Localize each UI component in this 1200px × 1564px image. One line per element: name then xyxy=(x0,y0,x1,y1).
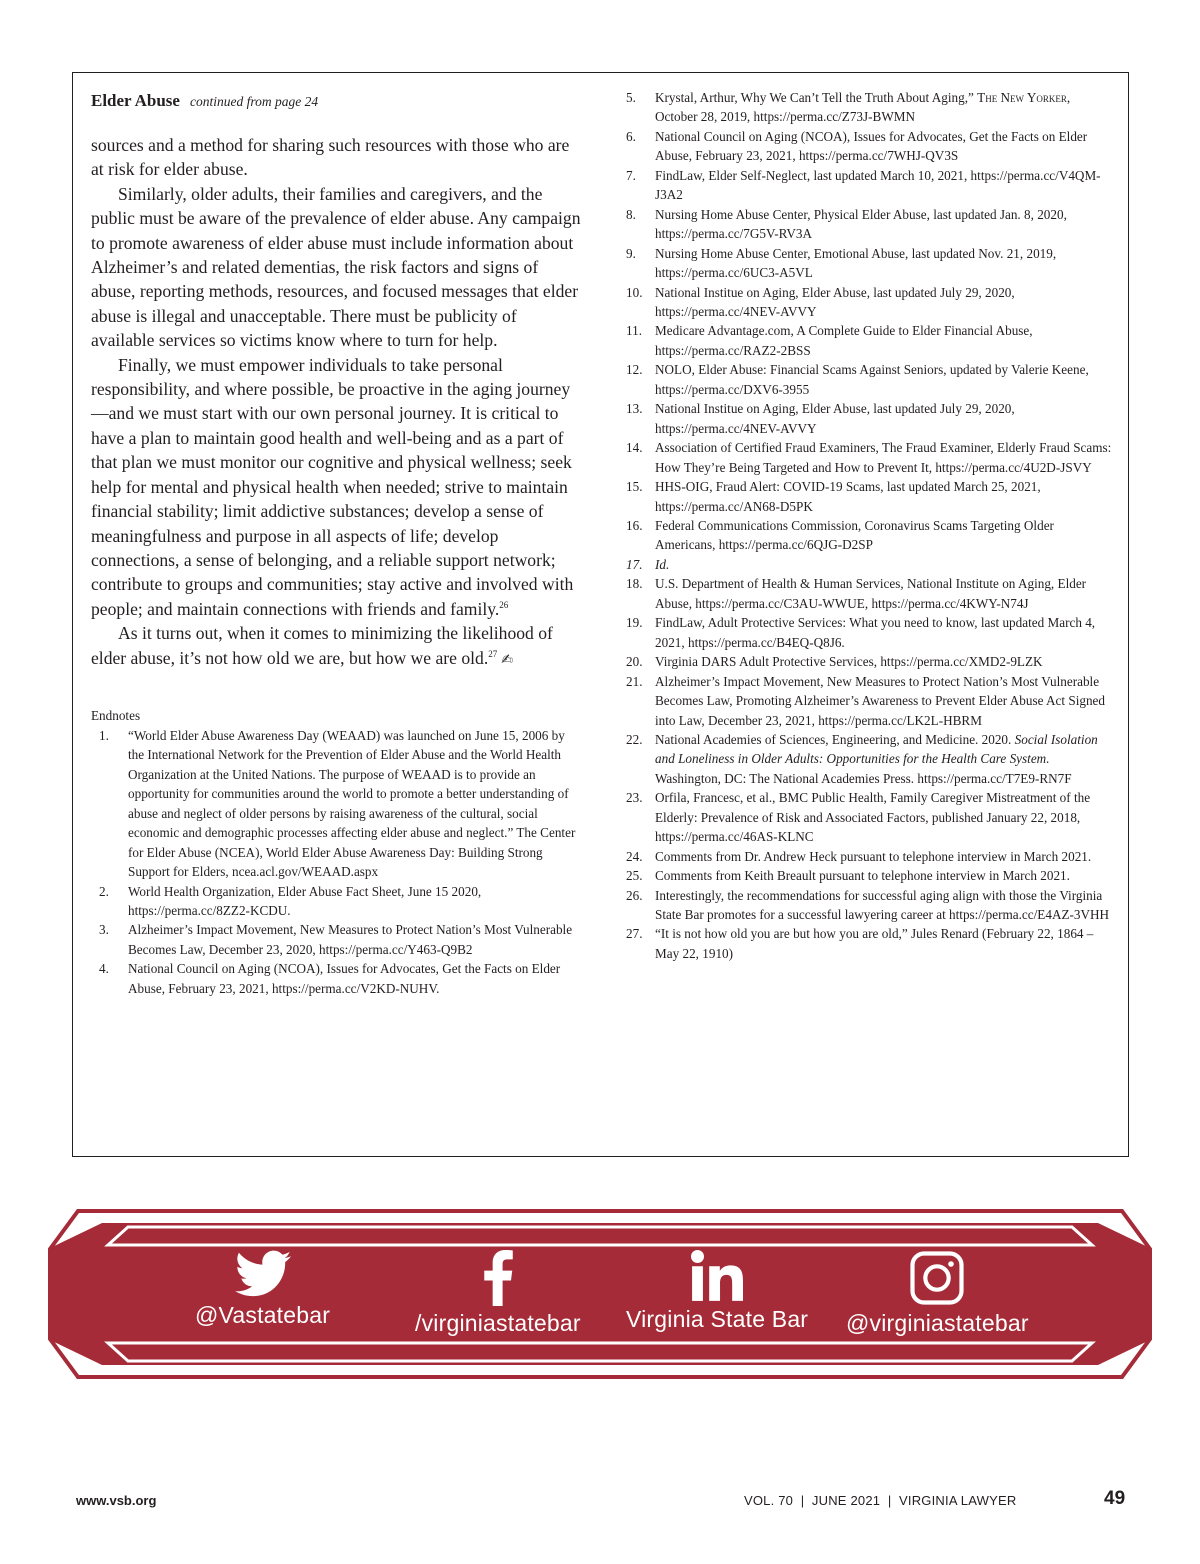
endnote-text: Federal Communications Commission, Coronavirus Scams Targeting Older Americans, https://perma.cc/6QJG-D2SP xyxy=(655,517,1054,553)
article-body xyxy=(91,133,583,672)
endnote-item xyxy=(626,283,1114,322)
twitter-handle: @Vastatebar xyxy=(195,1302,331,1328)
facebook-f-icon xyxy=(478,1250,518,1306)
endnote-number: 23. xyxy=(626,790,643,806)
endnote-number: 27. xyxy=(626,926,643,942)
endnote-text: Comments from Keith Breault pursuant to telephone interview in March 2021. xyxy=(655,868,1070,884)
endnote-number: 8. xyxy=(626,206,636,222)
endnote-text: Nursing Home Abuse Center, Emotional Abuse, last updated Nov. 21, 2019, https://perma.cc/6UC3-A5VL xyxy=(655,245,1057,281)
twitter-bird-icon xyxy=(235,1250,291,1298)
article-kicker xyxy=(91,91,583,111)
body-paragraph: As it turns out, when it comes to minimizing the likelihood of elder abuse, it’s not how old we are, but how we are old.$^{27}$ ✍ xyxy=(91,623,553,668)
endnote-text: Association of Certified Fraud Examiners, The Fraud Examiner, Elderly Fraud Scams: How They’re Being Targeted and How to Prevent It, https://perma.cc/4U2D-JSVY xyxy=(655,440,1112,475)
endnotes-list-right xyxy=(626,127,1114,555)
endnote-item xyxy=(626,321,1114,360)
endnote-number: 14. xyxy=(626,440,643,456)
endnote-item xyxy=(626,360,1114,399)
endnote-item xyxy=(626,613,1114,652)
endnote-number: 18. xyxy=(626,576,643,592)
endnote-text: National Council on Aging (NCOA), Issues for Advocates, Get the Facts on Elder Abuse, February 23, 2021, https://perma.cc/V2KD-NUHV. xyxy=(128,961,561,996)
endnote-text: Medicare Advantage.com, A Complete Guide to Elder Financial Abuse, https://perma.cc/RAZ2-2BSS xyxy=(655,323,1033,358)
endnote-number: 15. xyxy=(626,479,643,495)
endnote-text: Id. xyxy=(655,556,670,572)
endnote-text: Nursing Home Abuse Center, Physical Elder Abuse, last updated Jan. 8, 2020, https://perma.cc/7G5V-RV3A xyxy=(655,206,1067,242)
endnote-text: U.S. Department of Health & Human Services, National Institute on Aging, Elder Abuse, https://perma.cc/C3AU-WWUE, https://perma.cc/4KWY-N74J xyxy=(655,576,1087,611)
endnote-text: National Council on Aging (NCOA), Issues for Advocates, Get the Facts on Elder Abuse, February 23, 2021, https://perma.cc/7WHJ-QV3S xyxy=(655,128,1088,164)
endnote-number: 26. xyxy=(626,887,643,903)
endnote-number: 21. xyxy=(626,673,643,689)
instagram-link[interactable] xyxy=(846,1250,1029,1337)
endnote-number: 16. xyxy=(626,517,643,533)
endnotes-list-right xyxy=(626,788,1114,963)
endnote-number: 12. xyxy=(626,362,643,378)
endnotes-list-right xyxy=(626,574,1114,730)
endnote-text: NOLO, Elder Abuse: Financial Scams Against Seniors, updated by Valerie Keene, https://perma.cc/DXV6-3955 xyxy=(655,362,1089,397)
endnote-text: Virginia DARS Adult Protective Services, https://perma.cc/XMD2-9LZK xyxy=(655,654,1043,670)
endnote-item xyxy=(626,730,1114,788)
endnotes-heading: Endnotes xyxy=(91,707,141,723)
endnote-item xyxy=(626,477,1114,516)
endnote-item xyxy=(626,244,1114,283)
body-paragraph: Similarly, older adults, their families and caregivers, and the public must be aware of the prevalence of elder abuse. Any campaign to promote awareness of elder abuse must include information about Alzheimer’s and related dementias, the risk factors and signs of abuse, reporting methods, resources, and focused messages that elder abuse is illegal and unacceptable. There must be publicity of available services so victims know where to turn for help. xyxy=(91,183,581,351)
endnote-text: Comments from Dr. Andrew Heck pursuant to telephone interview in March 2021. xyxy=(655,848,1092,864)
endnote-number: 5. xyxy=(626,90,636,105)
endnote-number: 22. xyxy=(626,731,643,747)
facebook-handle: /virginiastatebar xyxy=(415,1310,581,1336)
endnote-number: 13. xyxy=(626,401,643,417)
endnote-text: “World Elder Abuse Awareness Day (WEAAD) was launched on June 15, 2006 by the International Network for the Prevention of Elder Abuse and the World Health Organization at the United Nations. The purpose of WEAAD is to provide an opportunity for communities around the world to promote a better understanding of abuse and neglect of older persons by raising awareness of the cultural, social economic and demographic processes affecting elder abuse and neglect.” The Center for Elder Abuse (NCEA), World Elder Abuse Awareness Day: Building Strong Support for Elders, ncea.acl.gov/WEAAD.aspx xyxy=(128,727,576,880)
endnote-number: 7. xyxy=(626,167,636,183)
endnote-item xyxy=(626,847,1114,866)
footer-url[interactable]: www.vsb.org xyxy=(76,1493,157,1508)
linkedin-link[interactable] xyxy=(626,1250,808,1333)
endnotes-list-left xyxy=(91,726,583,998)
endnote-number: 19. xyxy=(626,615,643,631)
endnote-text: FindLaw, Elder Self-Neglect, last updated March 10, 2021, https://perma.cc/V4QM-J3A2 xyxy=(655,167,1101,203)
endnote-text: World Health Organization, Elder Abuse Fact Sheet, June 15 2020, https://perma.cc/8ZZ2-KCDU. xyxy=(128,883,482,919)
endnote-text: Interestingly, the recommendations for successful aging align with those the Virginia State Bar promotes for a successful lawyering career at https://perma.cc/E4AZ-3VHH xyxy=(655,887,1110,923)
page-number: 49 xyxy=(1104,1488,1126,1509)
endnote-number: 25. xyxy=(626,868,643,884)
endnote-item xyxy=(626,574,1114,613)
endnote-number: 17. xyxy=(626,556,643,572)
endnote-item xyxy=(626,652,1114,671)
endnote-text: FindLaw, Adult Protective Services: What you need to know, last updated March 4, 2021, https://perma.cc/B4EQ-Q8J6. xyxy=(655,615,1096,650)
endnote-number: 10. xyxy=(626,284,643,300)
footer-issue-info: VOL. 70 | JUNE 2021 | VIRGINIA LAWYER xyxy=(744,1493,1017,1508)
endnote-text: Krystal, Arthur, Why We Can’t Tell the Truth About Aging,” The New Yorker, October 28, 2019, https://perma.cc/Z73J-BWMN xyxy=(655,90,1071,125)
endnote-number: 2. xyxy=(99,883,109,899)
endnote-item xyxy=(626,788,1114,846)
endnote-item xyxy=(626,886,1114,925)
endnote-number: 24. xyxy=(626,848,643,864)
endnote-item xyxy=(91,726,583,882)
endnote-text: National Academies of Sciences, Engineering, and Medicine. 2020. Social Isolation and Loneliness in Older Adults: Opportunities for the Health Care System. Washington, DC: The National Academies Press. https://perma.cc/T7E9-RN7F xyxy=(655,731,1098,786)
endnote-text: National Institue on Aging, Elder Abuse, last updated July 29, 2020, https://perma.cc/4NEV-AVVY xyxy=(655,284,1015,319)
endnote-item xyxy=(626,438,1114,477)
linkedin-in-icon xyxy=(691,1250,743,1302)
endnote-item xyxy=(626,924,1114,963)
endnote-number: 4. xyxy=(99,961,109,977)
twitter-link[interactable] xyxy=(195,1250,330,1329)
endnote-item xyxy=(626,866,1114,885)
endnote-number: 1. xyxy=(99,727,109,743)
endnote-number: 11. xyxy=(626,323,642,339)
endnote-text: Orfila, Francesc, et al., BMC Public Health, Family Caregiver Mistreatment of the Elderly: Prevalence of Risk and Associated Factors, published January 22, 2018, https://perma.cc/46AS-KLNC xyxy=(655,790,1091,845)
endnote-number: 20. xyxy=(626,654,643,670)
endnote-text: “It is not how old you are but how you are old,” Jules Renard (February 22, 1864 – May 22, 1910) xyxy=(655,926,1094,961)
endnote-text: Alzheimer’s Impact Movement, New Measures to Protect Nation’s Most Vulnerable Becomes Law, December 23, 2020, https://perma.cc/Y463-Q9B2 xyxy=(128,922,573,957)
footnote-ref[interactable]: 26 xyxy=(499,599,509,610)
endnote-item xyxy=(626,205,1114,244)
endnote-item xyxy=(626,516,1114,555)
endnote-number: 9. xyxy=(626,245,636,261)
footnote-ref[interactable]: 27 xyxy=(488,648,498,659)
endnote-text: HHS-OIG, Fraud Alert: COVID-19 Scams, last updated March 25, 2021, https://perma.cc/AN68-D5PK xyxy=(655,479,1041,514)
linkedin-name: Virginia State Bar xyxy=(626,1306,809,1332)
endnote-item xyxy=(91,959,583,998)
facebook-link[interactable] xyxy=(415,1250,581,1337)
left-column xyxy=(91,88,583,998)
right-column xyxy=(626,88,1114,963)
endnote-text: Alzheimer’s Impact Movement, New Measures to Protect Nation’s Most Vulnerable Becomes Law, Promoting Alzheimer’s Awareness to Prevent Elder Abuse Act Signed into Law, December 23, 2021, https://perma.cc/LK2L-HBRM xyxy=(655,673,1106,728)
end-of-article-icon: ✍ xyxy=(501,651,513,668)
endnote-item xyxy=(626,88,1114,127)
endnote-text: National Institue on Aging, Elder Abuse, last updated July 29, 2020, https://perma.cc/4NEV-AVVY xyxy=(655,401,1015,436)
endnote-item xyxy=(626,127,1114,166)
body-paragraph: Finally, we must empower individuals to take personal responsibility, and where possible, be proactive in the aging journey—and we must start with our own personal journey. It is critical to have a plan to maintain good health and well-being and as a part of that plan we must monitor our cognitive and physical wellness; seek help for mental and physical health when needed; strive to maintain financial stability; limit addictive substances; develop a sense of meaningfulness and purpose in all aspects of life; develop connections, a sense of belonging, and a reliable support network; contribute to groups and communities; stay active and involved with people; and maintain connections with friends and family.$^{26}$ xyxy=(91,354,574,619)
continued-note: continued from page 24 xyxy=(189,94,319,109)
endnote-item xyxy=(626,555,1114,574)
instagram-handle: @virginiastatebar xyxy=(846,1310,1029,1336)
endnote-number: 3. xyxy=(99,922,109,938)
endnote-item xyxy=(626,166,1114,205)
body-paragraph: sources and a method for sharing such resources with those who are at risk for elder abuse. xyxy=(91,135,570,180)
endnote-item xyxy=(626,672,1114,730)
endnote-item xyxy=(626,399,1114,438)
endnote-number: 6. xyxy=(626,128,636,144)
endnote-item xyxy=(91,882,583,921)
article-title: Elder Abuse xyxy=(91,91,180,110)
instagram-camera-icon xyxy=(909,1250,965,1306)
endnote-item xyxy=(91,920,583,959)
